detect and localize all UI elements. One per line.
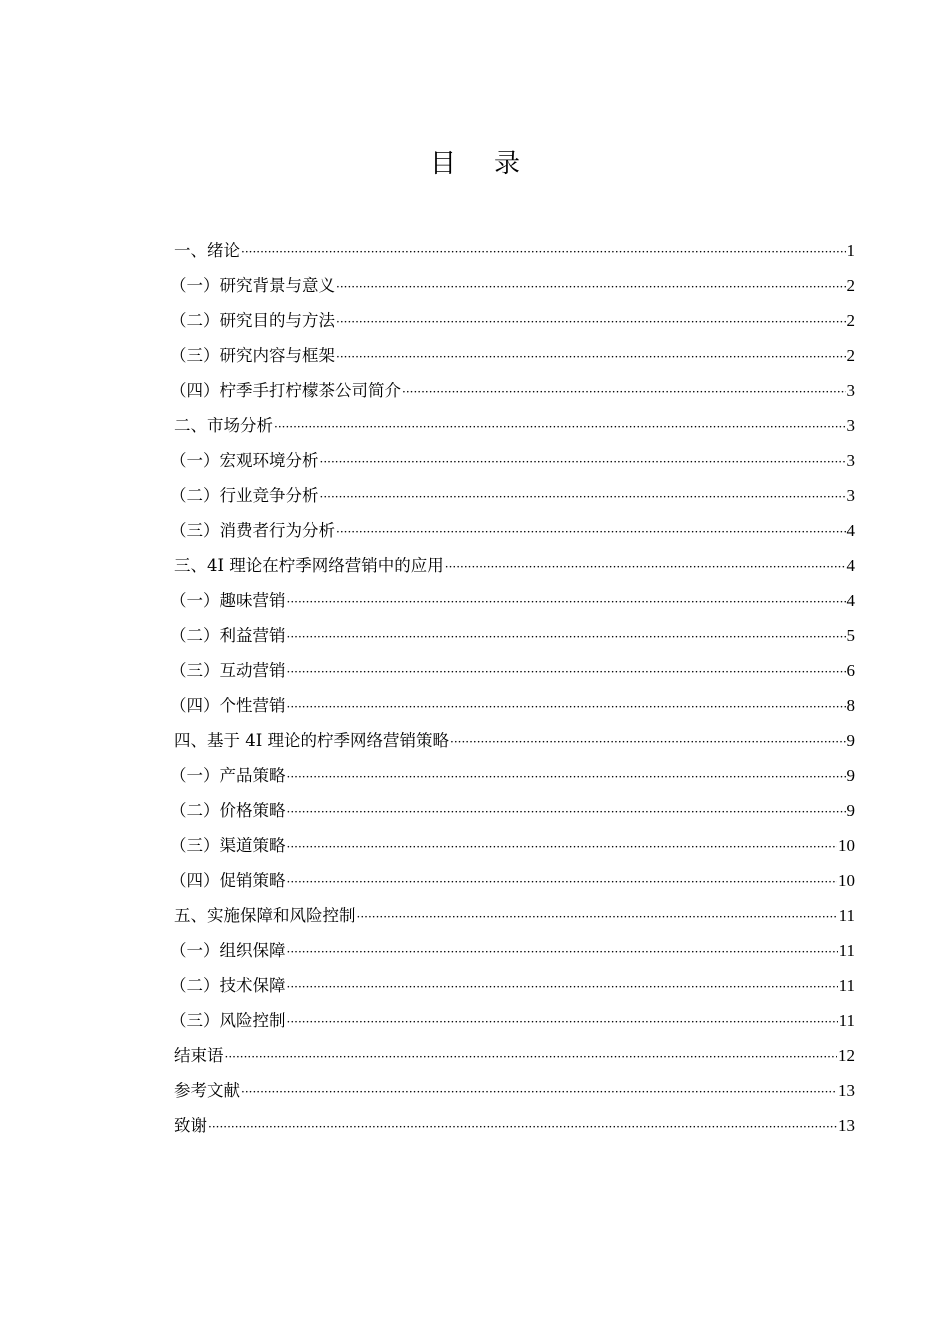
toc-entry-page-number: 2 bbox=[846, 346, 855, 365]
toc-entry-page-number: 3 bbox=[846, 486, 855, 505]
toc-entry-page-number: 4 bbox=[846, 556, 855, 575]
toc-dot-leader bbox=[225, 1040, 838, 1075]
toc-entry-title: （一）组织保障 bbox=[170, 941, 286, 960]
toc-entry-page-number: 9 bbox=[846, 801, 855, 820]
toc-entry-title: （一）研究背景与意义 bbox=[170, 276, 335, 295]
toc-entry-title: （三）互动营销 bbox=[170, 661, 286, 680]
toc-entry[interactable] bbox=[174, 408, 855, 443]
toc-dot-leader bbox=[336, 305, 846, 340]
toc-entry-page-number: 13 bbox=[838, 1116, 855, 1135]
toc-entry-page-number: 5 bbox=[846, 626, 855, 645]
toc-dot-leader bbox=[445, 550, 846, 585]
toc-dot-leader bbox=[287, 830, 838, 865]
toc-dot-leader bbox=[208, 1110, 837, 1145]
toc-entry-page-number: 10 bbox=[838, 871, 855, 890]
toc-entry-page-number: 4 bbox=[846, 591, 855, 610]
toc-entry-page-number: 1 bbox=[846, 241, 855, 260]
toc-dot-leader bbox=[450, 725, 845, 760]
toc-entry[interactable] bbox=[174, 548, 855, 583]
toc-entry-page-number: 12 bbox=[838, 1046, 855, 1065]
toc-entry-title: 三、4I 理论在柠季网络营销中的应用 bbox=[174, 556, 444, 575]
toc-entry-title: （一）宏观环境分析 bbox=[170, 451, 319, 470]
toc-dot-leader bbox=[320, 445, 846, 480]
toc-entry[interactable] bbox=[170, 968, 855, 1003]
toc-entry[interactable] bbox=[170, 268, 855, 303]
toc-entry[interactable] bbox=[170, 688, 855, 723]
toc-entry-title: （二）技术保障 bbox=[170, 976, 286, 995]
toc-entry[interactable] bbox=[174, 1108, 855, 1143]
toc-dot-leader bbox=[336, 515, 846, 550]
toc-entry-title: （三）渠道策略 bbox=[170, 836, 286, 855]
toc-entry-title: （一）趣味营销 bbox=[170, 591, 286, 610]
toc-entry-page-number: 6 bbox=[846, 661, 855, 680]
toc-entry[interactable] bbox=[170, 618, 855, 653]
toc-dot-leader bbox=[287, 935, 838, 970]
toc-dot-leader bbox=[320, 480, 846, 515]
toc-entry[interactable] bbox=[170, 443, 855, 478]
toc-dot-leader bbox=[241, 235, 846, 270]
toc-entry[interactable] bbox=[170, 478, 855, 513]
toc-entry-title: （三）研究内容与框架 bbox=[170, 346, 335, 365]
toc-entry[interactable] bbox=[174, 898, 855, 933]
toc-entry[interactable] bbox=[170, 933, 855, 968]
toc-entry-page-number: 13 bbox=[838, 1081, 855, 1100]
toc-entry-title: 五、实施保障和风险控制 bbox=[174, 906, 356, 925]
toc-entry[interactable] bbox=[174, 1038, 855, 1073]
toc-entry-page-number: 9 bbox=[846, 731, 855, 750]
toc-entry-title: （一）产品策略 bbox=[170, 766, 286, 785]
toc-entry[interactable] bbox=[170, 303, 855, 338]
toc-entry-page-number: 4 bbox=[846, 521, 855, 540]
toc-dot-leader bbox=[336, 270, 846, 305]
toc-entry-page-number: 3 bbox=[846, 416, 855, 435]
toc-dot-leader bbox=[287, 795, 846, 830]
toc-entry[interactable] bbox=[170, 338, 855, 373]
toc-dot-leader bbox=[336, 340, 846, 375]
toc-entry-title: （三）风险控制 bbox=[170, 1011, 286, 1030]
toc-entry[interactable] bbox=[170, 373, 855, 408]
toc-entry-title: 结束语 bbox=[174, 1046, 224, 1065]
toc-dot-leader bbox=[274, 410, 846, 445]
toc-entry-title: 致谢 bbox=[174, 1116, 207, 1135]
toc-dot-leader bbox=[241, 1075, 837, 1110]
toc-entry-page-number: 11 bbox=[838, 906, 855, 925]
toc-entry-title: （二）研究目的与方法 bbox=[170, 311, 335, 330]
toc-entry-page-number: 11 bbox=[838, 976, 855, 995]
toc-dot-leader bbox=[287, 760, 846, 795]
toc-entry[interactable] bbox=[170, 863, 855, 898]
toc-entry[interactable] bbox=[170, 513, 855, 548]
toc-entry[interactable] bbox=[174, 723, 855, 758]
toc-entry-title: 四、基于 4I 理论的柠季网络营销策略 bbox=[174, 731, 450, 750]
toc-entry-title: （二）价格策略 bbox=[170, 801, 286, 820]
toc-entry-page-number: 11 bbox=[838, 1011, 855, 1030]
toc-dot-leader bbox=[287, 585, 846, 620]
toc-entry-page-number: 2 bbox=[846, 276, 855, 295]
toc-dot-leader bbox=[287, 1005, 838, 1040]
toc-entry-title: （二）行业竞争分析 bbox=[170, 486, 319, 505]
toc-entry-page-number: 9 bbox=[846, 766, 855, 785]
toc-title: 目录 bbox=[429, 149, 558, 179]
toc-entry[interactable] bbox=[170, 828, 855, 863]
toc-entry-title: （三）消费者行为分析 bbox=[170, 521, 335, 540]
toc-entry-title: （四）个性营销 bbox=[170, 696, 286, 715]
toc-list bbox=[170, 233, 855, 1143]
toc-entry[interactable] bbox=[174, 233, 855, 268]
toc-dot-leader bbox=[357, 900, 838, 935]
toc-entry-title: （四）柠季手打柠檬茶公司简介 bbox=[170, 381, 401, 400]
toc-entry-page-number: 10 bbox=[838, 836, 855, 855]
toc-entry-page-number: 8 bbox=[846, 696, 855, 715]
toc-entry-page-number: 3 bbox=[846, 451, 855, 470]
toc-dot-leader bbox=[287, 620, 846, 655]
toc-entry-page-number: 2 bbox=[846, 311, 855, 330]
toc-entry[interactable] bbox=[170, 793, 855, 828]
toc-entry-title: 二、市场分析 bbox=[174, 416, 273, 435]
toc-dot-leader bbox=[287, 690, 846, 725]
toc-dot-leader bbox=[287, 865, 838, 900]
toc-entry[interactable] bbox=[170, 583, 855, 618]
toc-entry[interactable] bbox=[170, 758, 855, 793]
toc-entry-page-number: 3 bbox=[846, 381, 855, 400]
toc-entry-title: 参考文献 bbox=[174, 1081, 240, 1100]
toc-entry[interactable] bbox=[170, 1003, 855, 1038]
toc-dot-leader bbox=[287, 970, 838, 1005]
toc-dot-leader bbox=[402, 375, 846, 410]
toc-entry[interactable] bbox=[174, 1073, 855, 1108]
toc-entry-page-number: 11 bbox=[838, 941, 855, 960]
toc-entry[interactable] bbox=[170, 653, 855, 688]
toc-entry-title: 一、绪论 bbox=[174, 241, 240, 260]
toc-dot-leader bbox=[287, 655, 846, 690]
toc-entry-title: （二）利益营销 bbox=[170, 626, 286, 645]
toc-entry-title: （四）促销策略 bbox=[170, 871, 286, 890]
